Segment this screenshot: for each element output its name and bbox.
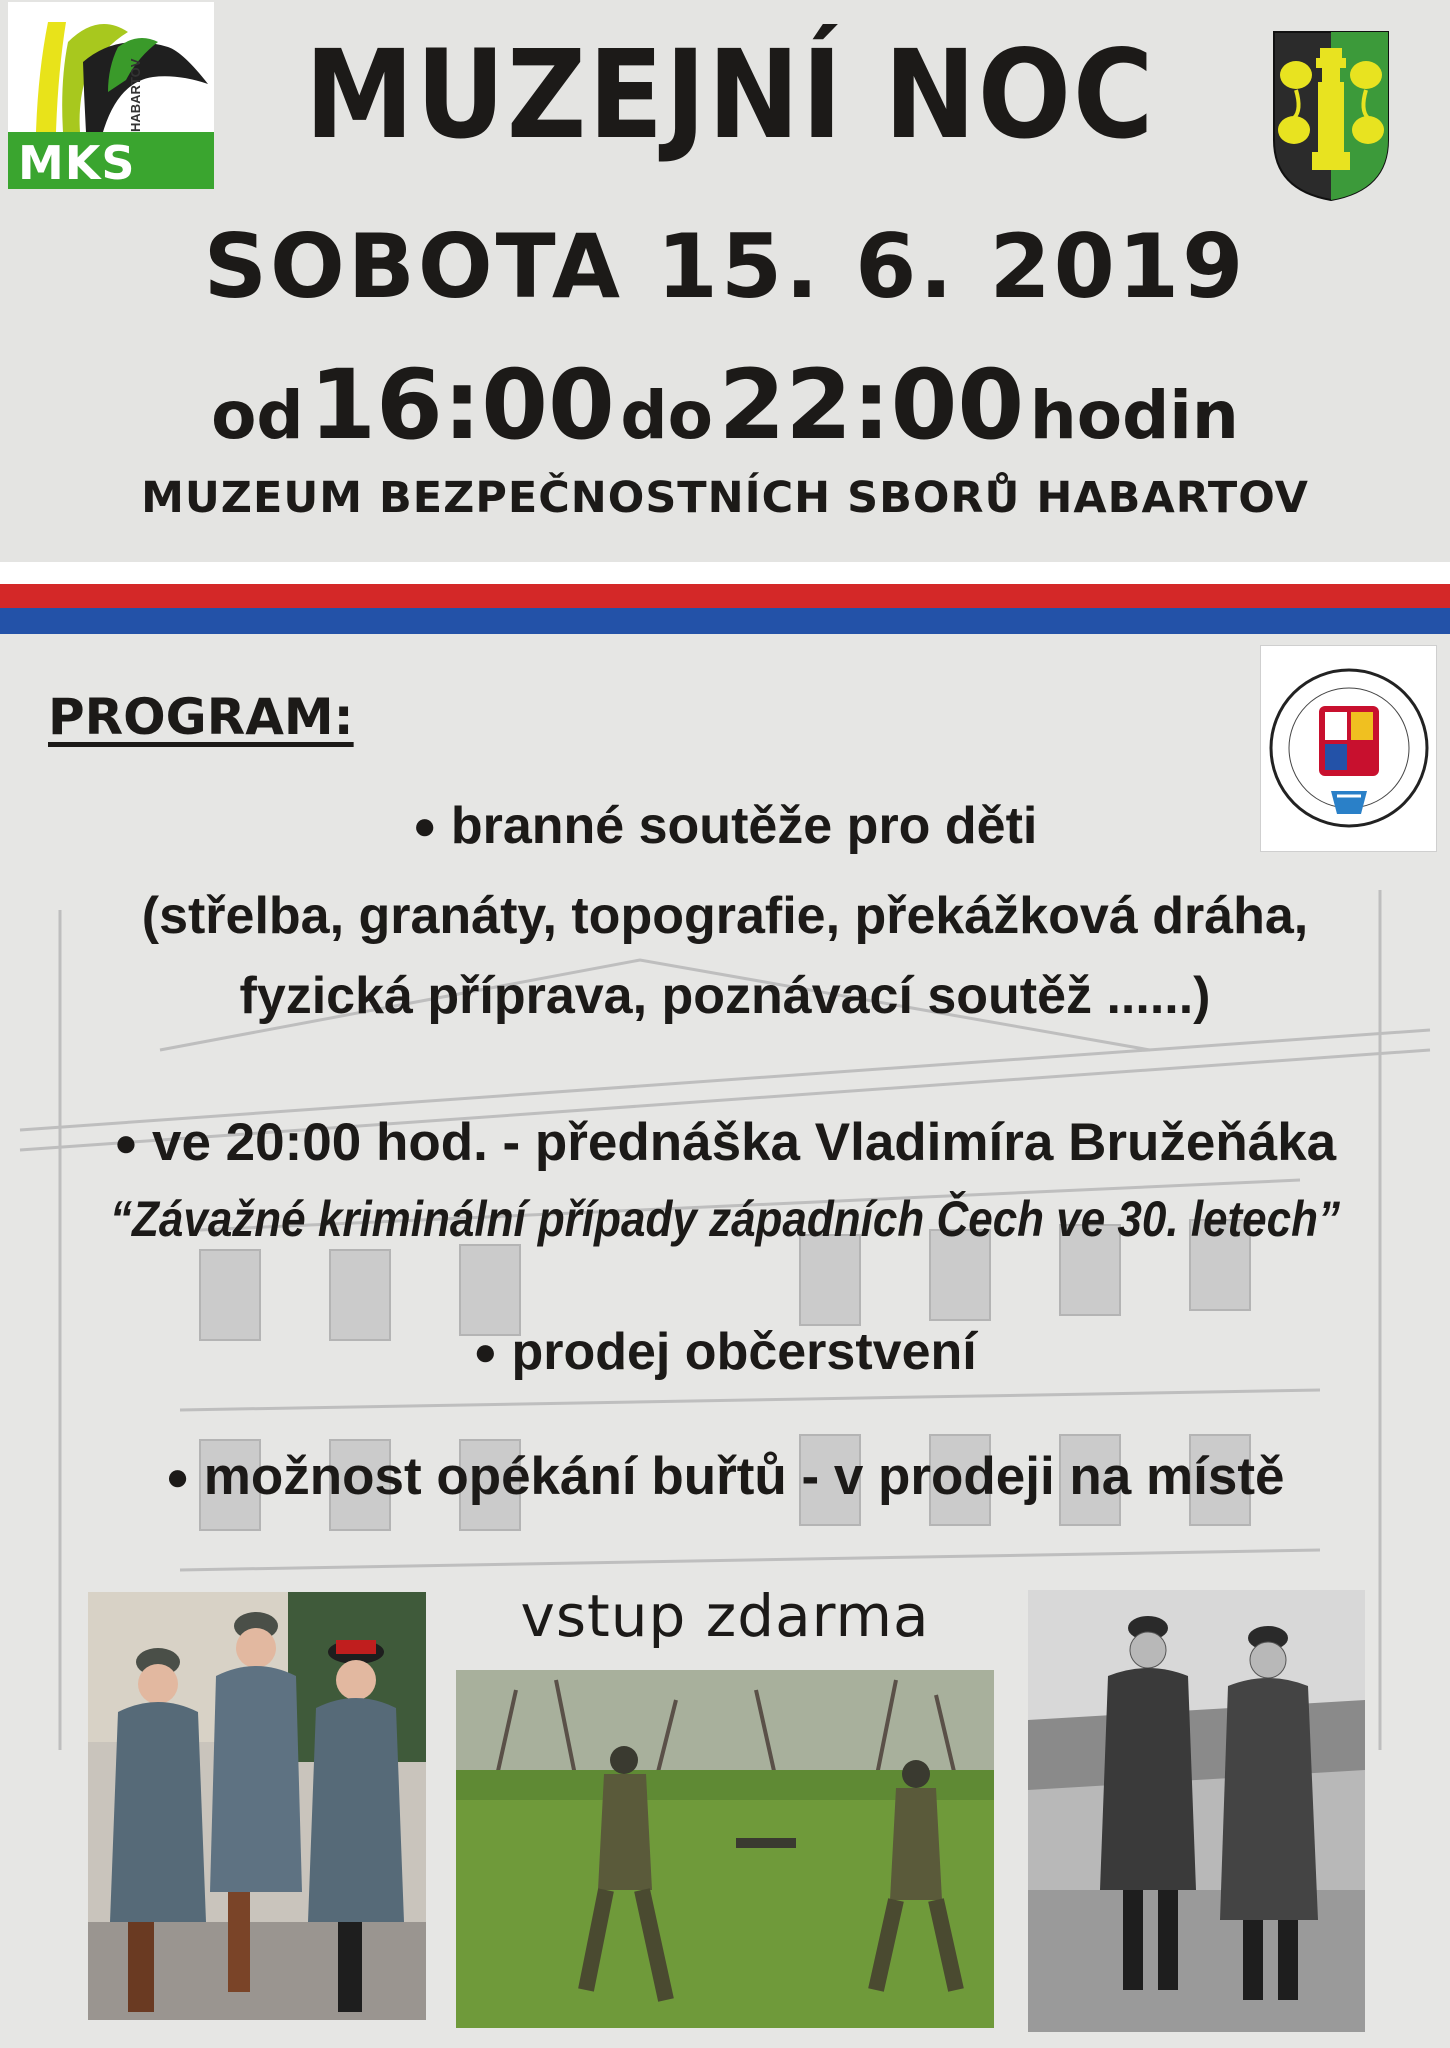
habartov-coat-of-arms-icon bbox=[1272, 30, 1390, 202]
flag-stripe-red bbox=[0, 584, 1450, 608]
program-item-lecture-title: “Závažné kriminální případy západních Čech ve 30. letech” bbox=[110, 1191, 1340, 1247]
photo-soldiers-greatcoats-bw bbox=[1028, 1590, 1365, 2032]
time-from-word: od bbox=[211, 377, 304, 454]
bullet-icon: ● bbox=[473, 1330, 498, 1374]
time-unit: hodin bbox=[1029, 377, 1239, 454]
entry-free: vstup zdarma bbox=[520, 1582, 930, 1650]
time-to-word: do bbox=[620, 377, 713, 454]
time-to: 22:00 bbox=[718, 349, 1025, 461]
time-from: 16:00 bbox=[309, 349, 615, 461]
program-item-text: branné soutěže pro děti bbox=[450, 797, 1038, 855]
program-item-text: možnost opékání buřtů - v prodeji na místě bbox=[203, 1447, 1285, 1506]
bullet-icon: ● bbox=[113, 1121, 138, 1165]
program-heading: PROGRAM: bbox=[48, 688, 354, 746]
photo-soldiers-reenactment bbox=[456, 1670, 994, 2028]
tricolor-stripe bbox=[0, 562, 1450, 634]
mks-habartov-logo bbox=[8, 2, 214, 189]
program-item-competitions bbox=[0, 796, 1450, 856]
program-item-competitions-detail-1: (střelba, granáty, topografie, překážková dráha, bbox=[141, 887, 1309, 945]
program-item-competitions-detail-2: fyzická příprava, poznávací soutěž ......) bbox=[239, 967, 1211, 1025]
page-title: MUZEJNÍ NOC bbox=[304, 24, 1156, 166]
flag-stripe-white bbox=[0, 562, 1450, 584]
flag-stripe-blue bbox=[0, 608, 1450, 634]
bullet-icon: ● bbox=[165, 1455, 190, 1499]
photo-gendarmes-uniforms bbox=[88, 1592, 426, 2020]
program-item-refreshments bbox=[0, 1322, 1450, 1382]
program-item-sausages bbox=[0, 1446, 1450, 1507]
mks-logo-text: MKS bbox=[18, 136, 136, 190]
bullet-icon: ● bbox=[412, 804, 437, 848]
program-item-text: prodej občerstvení bbox=[511, 1323, 977, 1381]
program-item-text: ve 20:00 hod. - přednáška Vladimíra Bružeňáka bbox=[152, 1113, 1337, 1172]
venue-name: MUZEUM BEZPEČNOSTNÍCH SBORŮ HABARTOV bbox=[141, 473, 1309, 523]
header-panel bbox=[0, 0, 1450, 562]
event-date: SOBOTA 15. 6. 2019 bbox=[203, 215, 1247, 318]
program-item-lecture bbox=[0, 1112, 1450, 1173]
mks-logo-subtext: HABARTOV bbox=[128, 58, 143, 132]
